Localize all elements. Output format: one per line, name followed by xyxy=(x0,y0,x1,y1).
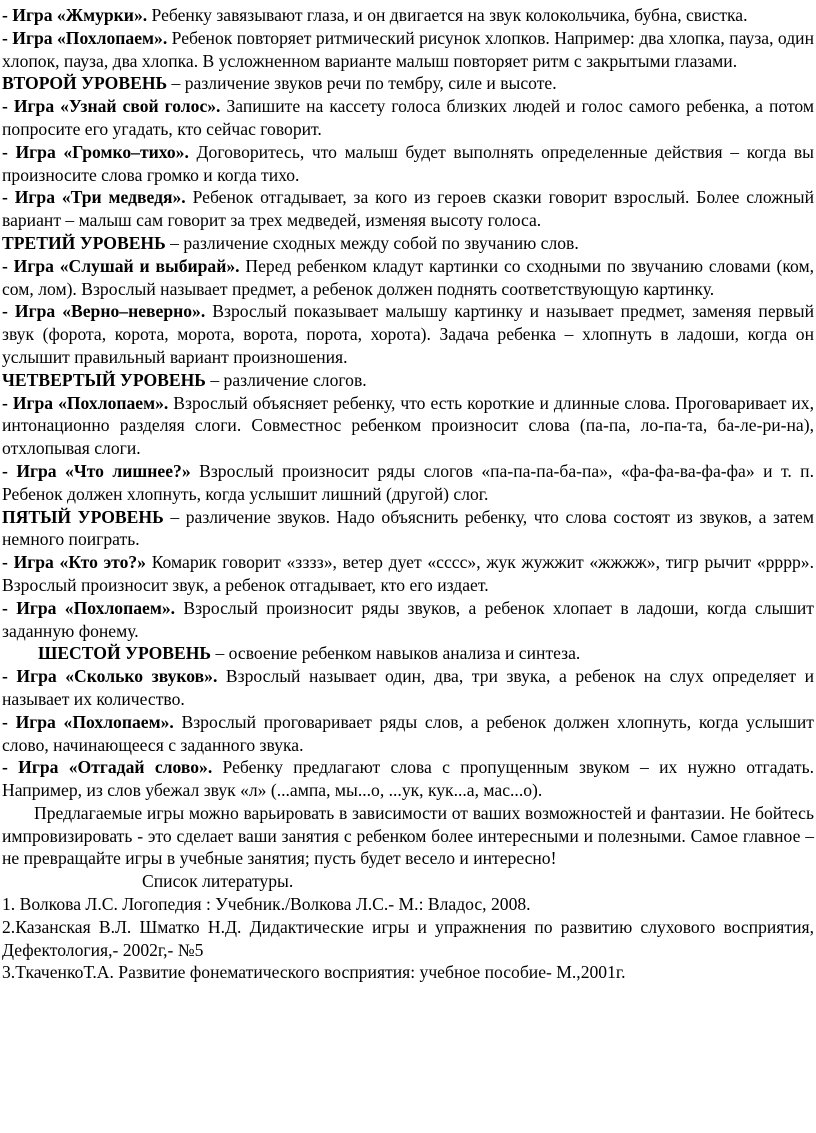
game-title: - Игра «Отгадай слово». xyxy=(2,757,213,778)
level-text: – освоение ребенком навыков анализа и синтеза. xyxy=(211,643,581,664)
game-skolko-zvukov xyxy=(2,665,814,711)
game-otgaday-slovo xyxy=(2,756,814,802)
game-text: Ребенку предлагают слова с пропущенным звуком – их нужно отгадать. Например, из слов убежал звук «л» (...ампа, мы...о, ...ук, кук...а, мас...о). xyxy=(2,757,814,801)
level-title: ВТОРОЙ УРОВЕНЬ xyxy=(2,73,168,94)
game-tri-medvedya xyxy=(2,186,814,232)
game-pohlopaem-1 xyxy=(2,27,814,73)
game-gromko-tiho xyxy=(2,141,814,187)
game-text: Перед ребенком кладут картинки со сходными по звучанию словами (ком, сом, лом). Взрослый называет предмет, а ребенок должен поднять соответствующую картинку. xyxy=(2,255,815,299)
level-3-heading xyxy=(2,232,814,255)
game-pohlopaem-4 xyxy=(2,711,814,757)
game-zhmurki xyxy=(2,4,814,27)
game-title: - Игра «Жмурки». xyxy=(2,5,148,25)
game-title: - Игра «Слушай и выбирай». xyxy=(2,255,240,276)
game-pohlopaem-2 xyxy=(2,392,814,460)
game-text: Ребенку завязывают глаза, и он двигается на звук колокольчика, бубна, свистка. xyxy=(147,5,748,25)
game-text: Взрослый называет один, два, три звука, а ребенок на слух определяет и называет их количество. xyxy=(2,666,815,709)
game-text: Договоритесь, что малыш будет выполнять определенные действия – когда вы произносите слова громко и когда тихо. xyxy=(2,141,815,185)
game-title: - Игра «Три медведя». xyxy=(2,187,186,208)
game-title: - Игра «Сколько звуков». xyxy=(2,666,218,687)
level-title: ЧЕТВЕРТЫЙ УРОВЕНЬ xyxy=(2,369,206,390)
level-2-heading xyxy=(2,72,814,95)
game-text: Взрослый проговаривает ряды слов, а ребенок должен хлопнуть, когда услышит слово, начинающееся с заданного звука. xyxy=(2,711,814,755)
reference-item: 1. Волкова Л.С. Логопедия : Учебник./Волкова Л.С.- М.: Владос, 2008. xyxy=(2,894,531,915)
level-title: ПЯТЫЙ УРОВЕНЬ xyxy=(2,506,164,527)
reference-item: 2.Казанская В.Л. Шматко Н.Д. Дидактические игры и упражнения по развитию слухового восприятия, Дефектология,- 2002г,- №5 xyxy=(2,916,814,960)
game-text: Взрослый показывает малышу картинку и называет предмет, заменяя первый звук (форота, корота, морота, ворота, порота, хорота). Задача ребенка – хлопнуть в ладоши, когда он услышит правильный вариант произношения. xyxy=(2,301,814,367)
game-title: - Игра «Громко–тихо». xyxy=(2,141,189,162)
game-text: Взрослый произносит ряды слогов «па-па-па-ба-па», «фа-фа-ва-фа-фа» и т. п. Ребенок должен хлопнуть, когда услышит лишний (другой) слог. xyxy=(2,460,814,504)
reference-item: 3.ТкаченкоТ.А. Развитие фонематического восприятия: учебное пособие- М.,2001г. xyxy=(2,962,626,983)
closing-paragraph: Предлагаемые игры можно варьировать в зависимости от ваших возможностей и фантазии. Не бойтесь импровизировать - это сделает ваши занятия с ребенком более интересными и полезными. Самое главное – не превращайте игры в учебные занятия; пусть будет весело и интересно! xyxy=(2,802,814,869)
references-title: Список литературы. xyxy=(142,871,294,892)
game-title: - Игра «Похлопаем». xyxy=(2,597,176,618)
game-pohlopaem-3 xyxy=(2,597,814,643)
level-text: – различение звуков. Надо объяснить ребенку, что слова состоят из звуков, а затем немного поиграть. xyxy=(2,506,814,550)
level-5-heading xyxy=(2,506,814,552)
game-text: Комарик говорит «зззз», ветер дует «сссс», жук жужжит «жжжж», тигр рычит «рррр». Взрослый произносит звук, а ребенок отгадывает, кто его издает. xyxy=(2,552,814,595)
game-text: Ребенок отгадывает, за кого из героев сказки говорит взрослый. Более сложный вариант – малыш сам говорит за трех медведей, изменяя высоту голоса. xyxy=(2,187,815,231)
level-text: – различение сходных между собой по звучанию слов. xyxy=(165,232,579,253)
game-title: - Игра «Узнай свой голос». xyxy=(2,96,221,117)
game-title: - Игра «Похлопаем». xyxy=(2,711,174,732)
game-title: - Игра «Что лишнее?» xyxy=(2,460,191,481)
level-title: ШЕСТОЙ УРОВЕНЬ xyxy=(38,643,212,664)
game-chto-lishnee xyxy=(2,460,814,506)
game-title: - Игра «Похлопаем». xyxy=(2,27,168,48)
game-slushay-vybiray xyxy=(2,255,814,301)
level-text: – различение слогов. xyxy=(205,369,367,390)
game-uznay-golos xyxy=(2,95,814,141)
game-text: Взрослый объясняет ребенку, что есть короткие и длинные слова. Проговаривает их, интонационно разделяя слоги. Совместнос ребенком произносит слова (па-па, ло-па-та, ба-ле-ри-на), отхлопывая слоги. xyxy=(2,392,815,459)
game-text: Ребенок повторяет ритмический рисунок хлопков. Например: два хлопка, пауза, один хлопок, пауза, два хлопка. В усложненном варианте малыш повторяет ритм с закрытыми глазами. xyxy=(2,27,814,71)
game-title: - Игра «Кто это?» xyxy=(2,552,146,573)
level-title: ТРЕТИЙ УРОВЕНЬ xyxy=(2,232,166,253)
game-title: - Игра «Верно–неверно». xyxy=(2,301,206,322)
level-text: – различение звуков речи по тембру, силе и высоте. xyxy=(167,73,557,94)
game-text: Запишите на кассету голоса близких людей и голос самого ребенка, а потом попросите его угадать, кто сейчас говорит. xyxy=(2,96,814,139)
game-text: Взрослый произносит ряды звуков, а ребенок хлопает в ладоши, когда слышит заданную фонему. xyxy=(2,597,814,641)
level-4-heading xyxy=(2,369,814,392)
game-title: - Игра «Похлопаем». xyxy=(2,392,169,413)
game-kto-eto xyxy=(2,551,814,597)
level-6-heading xyxy=(2,642,814,665)
game-verno-neverno xyxy=(2,300,814,368)
